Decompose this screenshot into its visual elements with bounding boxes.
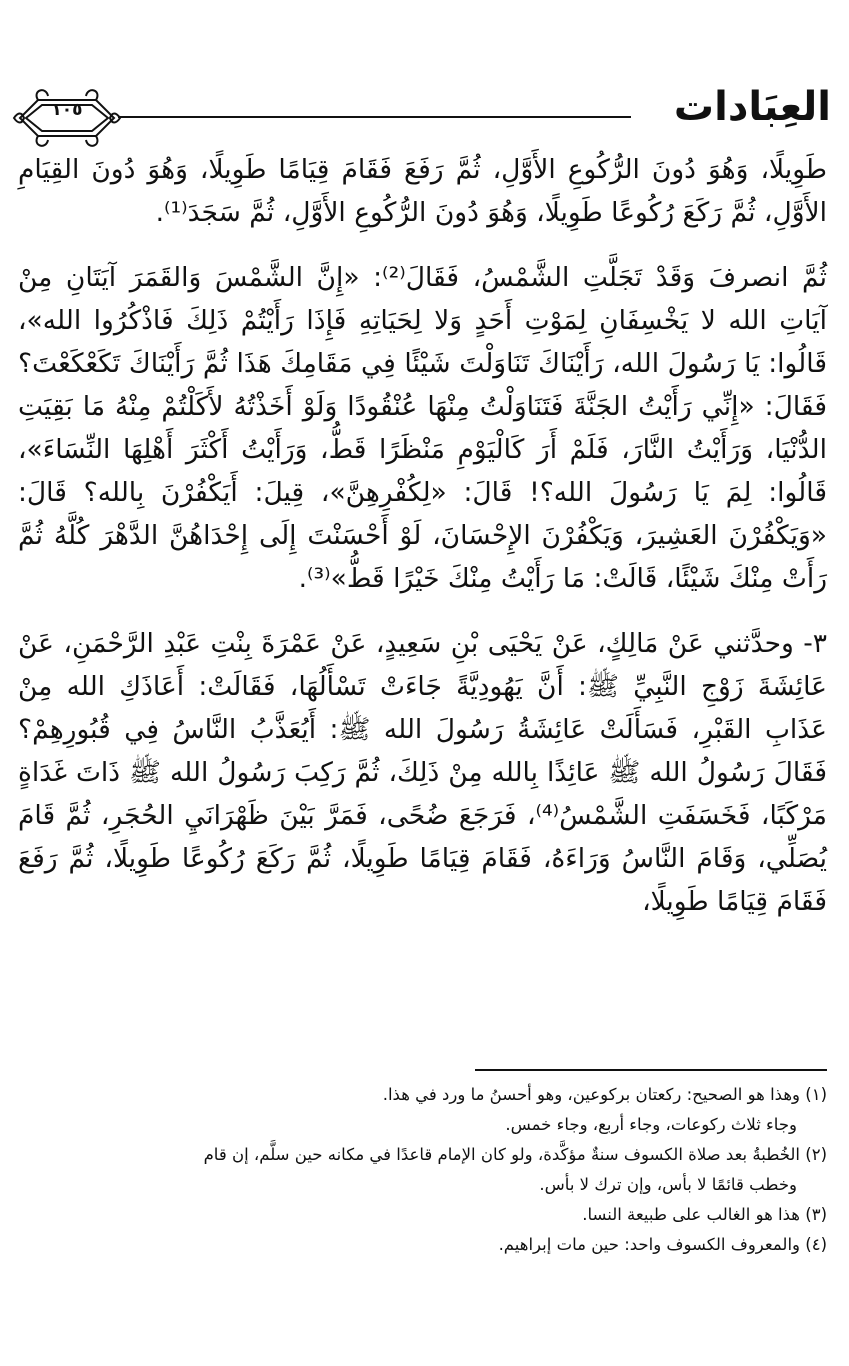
footnote-line: (٢) الخُطبةُ بعد صلاة الكسوف سنةٌ مؤكَّدة، ولو كان الإمام قاعدًا في مكانه حين سلَّم، إن قام — [203, 1145, 827, 1164]
footnote-line: وخطب قائمًا لا بأس، وإن ترك لا بأس. — [539, 1175, 797, 1194]
paragraph: طَوِيلًا، وَهُوَ دُونَ الرُّكُوعِ الأَوَّلِ، ثُمَّ رَفَعَ فَقَامَ قِيَامًا طَوِيلًا، وَهُوَ دُونَ القِيَامِ الأَوَّلِ، ثُمَّ رَكَعَ رُكُوعًا طَوِيلًا، وَهُوَ دُونَ الرُّكُوعِ الأَوَّلِ، ثُمَّ سَجَدَ⁽¹⁾. — [18, 154, 827, 228]
paragraph: ٣- وحدَّثني عَنْ مَالِكٍ، عَنْ يَحْيَى بْنِ سَعِيدٍ، عَنْ عَمْرَةَ بِنْتِ عَبْدِ الرَّحْمَنِ، عَنْ عَائِشَةَ زَوْجِ النَّبِيِّ ﷺ: أَنَّ يَهُودِيَّةً جَاءَتْ تَسْأَلُهَا، فَقَالَتْ: أَعَاذَكِ الله مِنْ عَذَابِ القَبْرِ، فَسَأَلَتْ عَائِشَةُ رَسُولَ الله ﷺ: أَيُعَذَّبُ النَّاسُ فِي قُبُورِهِمْ؟ فَقَالَ رَسُولُ الله ﷺ عَائِذًا بِالله مِنْ ذَلِكَ، ثُمَّ رَكِبَ رَسُولُ الله ﷺ ذَاتَ غَدَاةٍ مَرْكَبًا، فَخَسَفَتِ الشَّمْسُ⁽⁴⁾، فَرَجَعَ ضُحًى، فَمَرَّ بَيْنَ ظَهْرَانَيِ الحُجَرِ، ثُمَّ قَامَ يُصَلِّي، وَقَامَ النَّاسُ وَرَاءَهُ، فَقَامَ قِيَامًا طَوِيلًا، ثُمَّ رَكَعَ رُكُوعًا طَوِيلًا، ثُمَّ رَفَعَ فَقَامَ قِيَامًا طَوِيلًا، — [18, 628, 827, 917]
paragraph: ثُمَّ انصرفَ وَقَدْ تَجَلَّتِ الشَّمْسُ، فَقَالَ⁽²⁾: «إِنَّ الشَّمْسَ وَالقَمَرَ آيَتَانِ مِنْ آيَاتِ الله لا يَخْسِفَانِ لِمَوْتِ أَحَدٍ وَلا لِحَيَاتِهِ فَإِذَا رَأَيْتُمْ ذَلِكَ فَاذْكُرُوا الله»، قَالُوا: يَا رَسُولَ الله، رَأَيْنَاكَ تَنَاوَلْتَ شَيْئًا فِي مَقَامِكَ هَذَا ثُمَّ رَأَيْنَاكَ تَكَعْكَعْتَ؟ فَقَالَ: «إِنِّي رَأَيْتُ الجَنَّةَ فَتَنَاوَلْتُ مِنْهَا عُنْقُودًا وَلَوْ أَخَذْتُهُ لأَكَلْتُمْ مِنْهُ مَا بَقِيَتِ الدُّنْيَا، وَرَأَيْتُ النَّارَ، فَلَمْ أَرَ كَالْيَوْمِ مَنْظَرًا قَطُّ، وَرَأَيْتُ أَكْثَرَ أَهْلِهَا النِّسَاءَ»، قَالُوا: لِمَ يَا رَسُولَ الله؟! قَالَ: «لِكُفْرِهِنَّ»، قِيلَ: أَيَكْفُرْنَ بِالله؟ قَالَ: «وَيَكْفُرْنَ العَشِيرَ، وَيَكْفُرْنَ الإِحْسَانَ، لَوْ أَحْسَنْتَ إِلَى إِحْدَاهُنَّ الدَّهْرَ كُلَّهُ ثُمَّ رَأَتْ مِنْكَ شَيْئًا، قَالَتْ: مَا رَأَيْتُ مِنْكَ خَيْرًا قَطُّ»⁽³⁾. — [18, 262, 827, 594]
footnote-line: وجاء ثلاث ركوعات، وجاء أربع، وجاء خمس. — [505, 1115, 797, 1134]
footnote-line: (١) وهذا هو الصحيح: ركعتان بركوعين، وهو أحسنُ ما ورد في هذا. — [382, 1085, 827, 1104]
footnote-separator — [475, 1069, 827, 1071]
header-rule — [118, 116, 631, 118]
main-text — [18, 148, 827, 923]
footnote-line: (٤) والمعروف الكسوف واحد: حين مات إبراهيم. — [498, 1235, 827, 1254]
running-title: العِبَادات — [673, 84, 831, 130]
page-number: ١٠٥ — [51, 100, 83, 120]
footnotes — [40, 1080, 827, 1260]
footnote-line: (٣) هذا هو الغالب على طبيعة النسا. — [582, 1205, 827, 1224]
